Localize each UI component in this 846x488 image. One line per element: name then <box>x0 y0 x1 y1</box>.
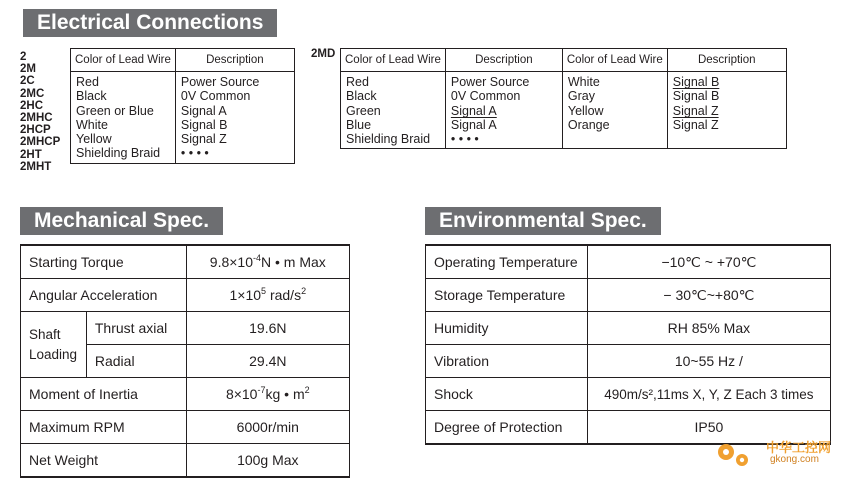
wire-descriptions-cell <box>445 72 562 149</box>
model-code: 2M <box>20 63 36 76</box>
lead-wire-table-2md <box>340 48 787 149</box>
model-2md-label: 2MD <box>311 48 336 60</box>
wire-descriptions-cell <box>175 72 294 164</box>
wire-description-inverted: Signal B <box>672 89 720 104</box>
spec-value: − 30℃~+80℃ <box>587 279 830 312</box>
model-code: 2MHCP <box>20 136 61 149</box>
spec-value: $8\times 10^{-7}kg$ • $m^2$ <box>186 378 349 411</box>
description-header: Description <box>175 49 294 72</box>
spec-label: Radial <box>86 345 186 378</box>
wire-color: Black <box>346 89 377 104</box>
wire-description: Signal B <box>672 75 720 89</box>
spec-label: Angular Acceleration <box>21 279 187 312</box>
spec-label: Moment of Inertia <box>21 378 187 411</box>
spec-label: Degree of Protection <box>426 411 588 445</box>
wire-color: Green <box>346 103 381 118</box>
environmental-spec-table <box>425 244 831 445</box>
wire-color: Black <box>76 89 107 104</box>
spec-label: Operating Temperature <box>426 245 588 279</box>
shaft-loading-label: Shaft Loading <box>21 312 87 378</box>
wire-color: Red <box>76 75 99 89</box>
model-code: 2C <box>20 75 35 88</box>
spec-label: Storage Temperature <box>426 279 588 312</box>
wire-description-inverted: Signal A <box>450 117 497 132</box>
lead-wire-table <box>70 48 295 164</box>
wire-description: • • • • <box>180 146 209 161</box>
wire-description: Power Source <box>450 75 530 89</box>
description-header: Description <box>445 49 562 72</box>
spec-value: 10~55 Hz / <box>587 345 830 378</box>
wire-color: Shielding Braid <box>76 146 161 161</box>
spec-value: $9.8\times 10^{-4}N$ • m Max <box>186 245 349 279</box>
watermark-text: 中华工控网 <box>766 440 832 455</box>
wire-color: Blue <box>346 117 372 132</box>
spec-label: Humidity <box>426 312 588 345</box>
model-code: 2MC <box>20 87 45 100</box>
model-code: 2 <box>20 51 27 63</box>
spec-value: IP50 <box>587 411 830 445</box>
wire-description: • • • • <box>450 132 479 147</box>
model-code: 2MHC <box>20 112 53 125</box>
wire-color: Red <box>346 75 369 89</box>
mechanical-spec-heading: Mechanical Spec. <box>20 207 223 235</box>
electrical-connections-heading: Electrical Connections <box>23 9 277 37</box>
wire-color: White <box>567 75 600 89</box>
model-code: 2HC <box>20 99 44 112</box>
description-header: Description <box>667 49 786 72</box>
wire-color: Gray <box>567 89 595 104</box>
wire-description: Power Source <box>180 75 260 89</box>
spec-value: RH 85% Max <box>587 312 830 345</box>
wire-color: Yellow <box>76 132 112 147</box>
color-header: Color of Lead Wire <box>562 49 667 72</box>
model-code: 2MHT <box>20 160 52 173</box>
wire-descriptions-cell <box>667 72 786 149</box>
wire-description: Signal B <box>180 117 228 132</box>
wire-description-inverted: Signal Z <box>672 117 719 132</box>
spec-label: Maximum RPM <box>21 411 187 444</box>
wire-description: 0V Common <box>450 89 521 104</box>
environmental-spec-heading: Environmental Spec. <box>425 207 661 235</box>
spec-label: Vibration <box>426 345 588 378</box>
mechanical-spec-table <box>20 244 350 478</box>
wire-description: 0V Common <box>180 89 251 104</box>
model-code: 2HCP <box>20 124 51 137</box>
wire-color: Shielding Braid <box>346 132 431 147</box>
color-header: Color of Lead Wire <box>341 49 446 72</box>
wire-description: Signal A <box>180 103 227 118</box>
spec-value: 490m/s²,11ms X, Y, Z Each 3 times <box>587 378 830 411</box>
spec-value: −10℃ ~ +70℃ <box>587 245 830 279</box>
spec-label: Shock <box>426 378 588 411</box>
wire-description: Signal A <box>450 103 497 118</box>
wire-colors-cell <box>562 72 667 149</box>
spec-value: 19.6N <box>186 312 349 345</box>
model-code: 2HT <box>20 148 42 161</box>
spec-label: Starting Torque <box>21 245 187 279</box>
wire-color: Orange <box>567 117 610 132</box>
color-header: Color of Lead Wire <box>71 49 176 72</box>
spec-value: 29.4N <box>186 345 349 378</box>
spec-label: Net Weight <box>21 444 187 478</box>
wire-description: Signal Z <box>672 103 719 118</box>
watermark-url: gkong.com <box>770 454 819 465</box>
wire-colors-cell <box>71 72 176 164</box>
spec-label: Thrust axial <box>86 312 186 345</box>
spec-value: 100g Max <box>186 444 349 478</box>
model-list <box>20 51 60 173</box>
wire-color: Yellow <box>567 103 604 118</box>
wire-colors-cell <box>341 72 446 149</box>
spec-value: 6000r/min <box>186 411 349 444</box>
wire-color: Green or Blue <box>76 103 154 118</box>
spec-value: $1\times 10^5$ rad/$s^2$ <box>186 279 349 312</box>
wire-color: White <box>76 117 108 132</box>
wire-description: Signal Z <box>180 132 227 147</box>
